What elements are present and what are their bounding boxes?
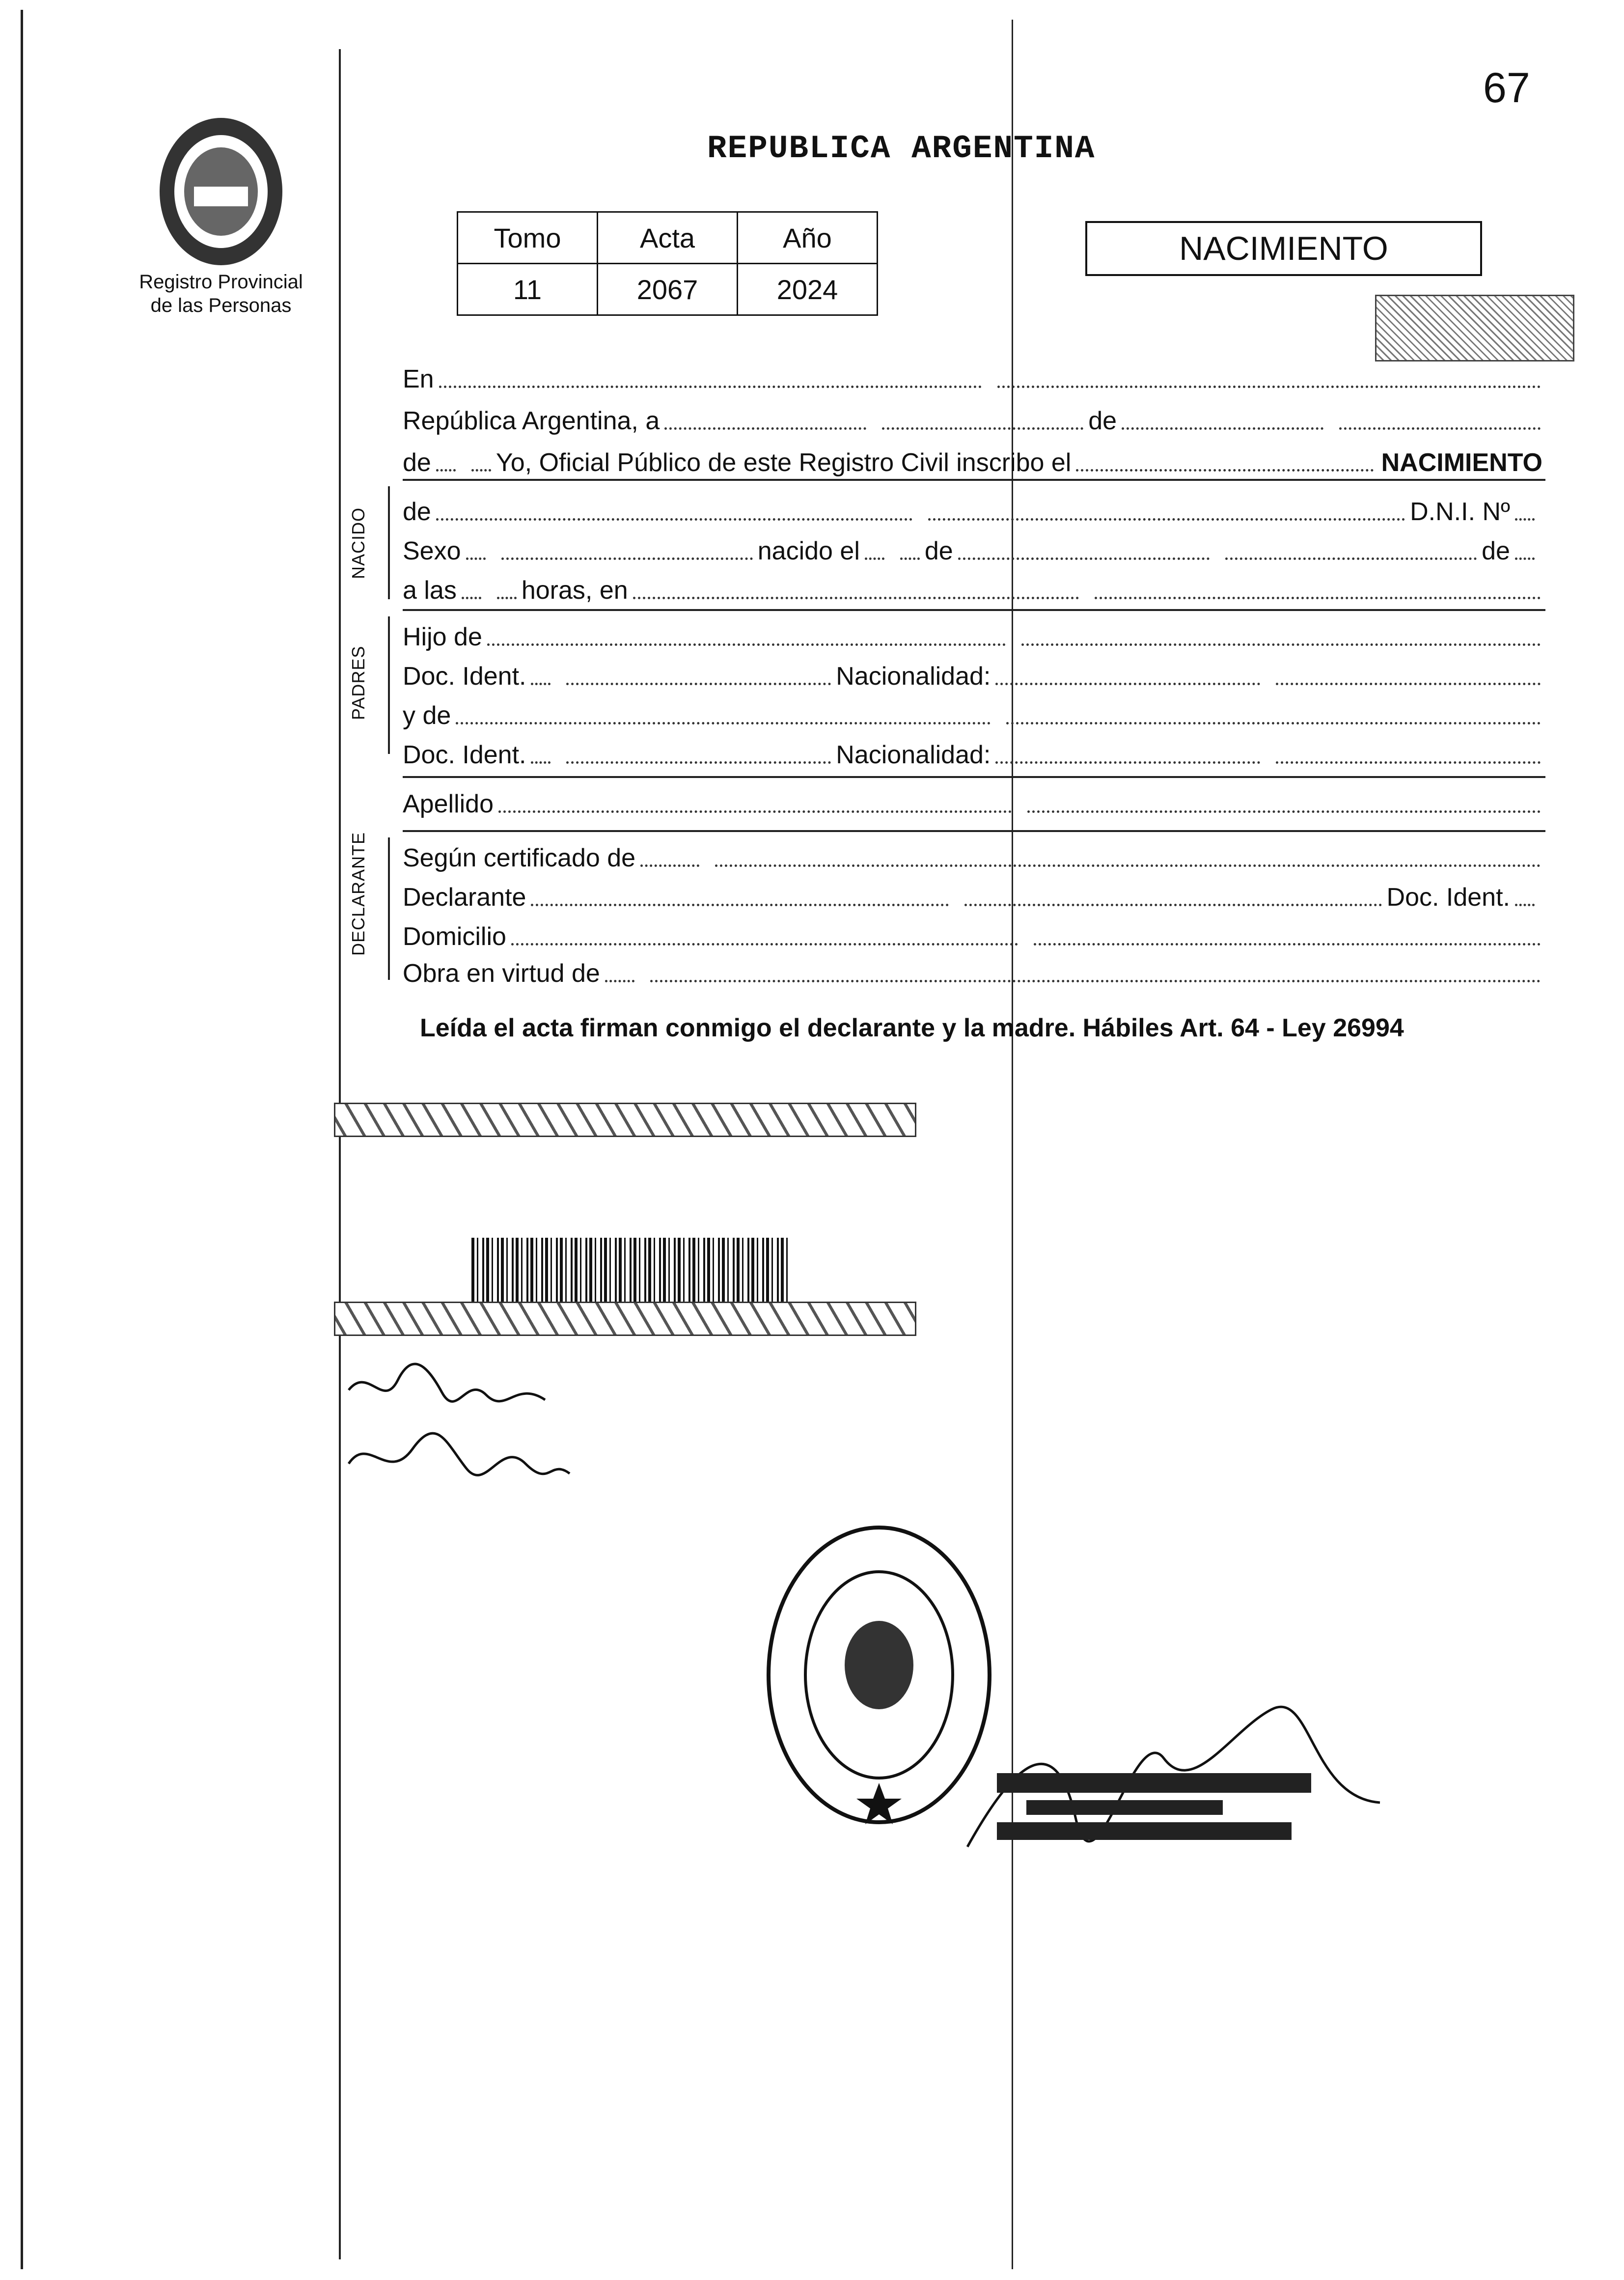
row-surname	[403, 783, 1545, 819]
handwritten-signature-2	[339, 1415, 584, 1493]
label-declarante-side: DECLARANTE	[348, 832, 368, 956]
page-number: 67	[1483, 64, 1530, 111]
label-doc-ident: Doc. Ident.	[403, 662, 526, 691]
section-rule-2	[403, 609, 1545, 611]
dots	[456, 722, 990, 724]
dots	[1076, 469, 1373, 472]
dots	[640, 864, 699, 867]
nacido-bar	[388, 486, 390, 599]
dots	[605, 980, 634, 982]
header-tomo: Tomo	[458, 212, 598, 264]
dots	[436, 518, 913, 521]
label-declarante: Declarante	[403, 883, 526, 912]
registry-value-row	[458, 264, 878, 315]
value-acta: 2067	[598, 264, 738, 315]
dots	[664, 427, 866, 430]
row-domicilio	[403, 916, 1545, 951]
label-nacionalidad-2: Nacionalidad:	[836, 741, 991, 769]
row-declarante	[403, 877, 1545, 912]
dots	[997, 386, 1541, 388]
dots	[1515, 904, 1535, 906]
value-tomo: 11	[458, 264, 598, 315]
dots	[1006, 722, 1541, 724]
row-place	[403, 359, 1545, 394]
legal-statement: Leída el acta firman conmigo el declarante y la madre. Hábiles Art. 64 - Ley 26994	[420, 1014, 1404, 1042]
dots	[715, 864, 1541, 867]
dots	[633, 597, 1079, 599]
dots	[466, 557, 486, 560]
dots	[1515, 557, 1535, 560]
label-a-las: a las	[403, 576, 457, 605]
label-nacionalidad: Nacionalidad:	[836, 662, 991, 691]
header-acta: Acta	[598, 212, 738, 264]
label-dni: D.N.I. Nº	[1410, 498, 1511, 526]
dots	[436, 469, 456, 472]
label-doc-ident-3: Doc. Ident.	[1386, 883, 1510, 912]
label-de-year2: de	[1482, 537, 1510, 565]
label-horas: horas, en	[521, 576, 628, 605]
row-time-place	[403, 570, 1545, 605]
dots	[900, 557, 920, 560]
section-rule-3	[403, 776, 1545, 778]
security-hologram	[1375, 295, 1574, 361]
dots	[958, 557, 1210, 560]
dots	[566, 761, 831, 764]
label-apellido: Apellido	[403, 790, 494, 818]
row-father-doc	[403, 656, 1545, 691]
dots	[1225, 557, 1477, 560]
section-rule-4	[403, 830, 1545, 832]
dots	[1339, 427, 1541, 430]
label-certificado: Según certificado de	[403, 844, 636, 872]
dots	[531, 904, 948, 906]
dots	[1095, 597, 1541, 599]
record-type-box	[1085, 221, 1482, 276]
label-de-year: de	[403, 448, 431, 477]
dots	[566, 683, 831, 685]
label-doc-ident-2: Doc. Ident.	[403, 741, 526, 769]
section-rule-1	[403, 479, 1545, 481]
registry-table	[457, 211, 878, 316]
row-mother-doc	[403, 734, 1545, 770]
label-de: de	[1088, 407, 1117, 435]
dots	[487, 643, 1006, 646]
dots	[1515, 518, 1535, 521]
agency-line-1: Registro Provincial	[139, 271, 303, 293]
dots	[531, 683, 551, 685]
agency-name	[128, 270, 314, 317]
dots	[501, 557, 753, 560]
row-father	[403, 616, 1545, 652]
dots	[1276, 683, 1541, 685]
security-band-top	[334, 1103, 916, 1137]
dots	[531, 761, 551, 764]
registry-header-row	[458, 212, 878, 264]
label-de-month: de	[924, 537, 953, 565]
official-signature	[958, 1699, 1400, 1886]
label-de-child: de	[403, 498, 431, 526]
dots	[498, 810, 1012, 813]
country-title: REPUBLICA ARGENTINA	[707, 130, 1096, 167]
dots	[865, 557, 884, 560]
label-yo-oficial: Yo, Oficial Público de este Registro Civil inscribo el	[495, 448, 1072, 477]
dots	[462, 597, 481, 599]
left-margin-line	[21, 10, 23, 2269]
dots	[995, 683, 1260, 685]
label-republica: República Argentina, a	[403, 407, 660, 435]
dots	[650, 980, 1541, 982]
declarante-bar	[388, 837, 390, 980]
record-type: NACIMIENTO	[1179, 230, 1388, 267]
dots	[471, 469, 491, 472]
value-anio: 2024	[738, 264, 878, 315]
dots	[1276, 761, 1541, 764]
label-domicilio: Domicilio	[403, 922, 506, 951]
row-official	[403, 442, 1545, 477]
label-nacido-el: nacido el	[757, 537, 860, 565]
label-nacido: NACIDO	[348, 507, 368, 580]
dots	[439, 386, 982, 388]
fold-line	[1012, 20, 1013, 2269]
dots	[964, 904, 1382, 906]
value-inscribo: NACIMIENTO	[1381, 448, 1542, 477]
padres-bar	[388, 616, 390, 754]
dots	[497, 597, 517, 599]
label-sexo: Sexo	[403, 537, 461, 565]
dots	[1021, 643, 1541, 646]
dots	[1122, 427, 1323, 430]
label-y-de: y de	[403, 701, 451, 730]
dots	[1027, 810, 1541, 813]
label-obra: Obra en virtud de	[403, 959, 600, 988]
row-mother	[403, 695, 1545, 730]
agency-line-2: de las Personas	[150, 295, 292, 316]
label-padres: PADRES	[348, 645, 368, 720]
dots	[1034, 943, 1541, 945]
security-band-bottom	[334, 1302, 916, 1336]
dots	[995, 761, 1260, 764]
handwritten-signature-1	[339, 1346, 560, 1419]
province-logo	[147, 108, 295, 270]
row-date	[403, 400, 1545, 436]
form-border-line	[339, 49, 341, 2259]
label-hijo-de: Hijo de	[403, 623, 482, 651]
row-sex-birth	[403, 530, 1545, 566]
dots	[882, 427, 1083, 430]
dots	[928, 518, 1405, 521]
row-obra	[403, 953, 1545, 988]
dots	[511, 943, 1018, 945]
row-certificado	[403, 837, 1545, 873]
label-en: En	[403, 365, 434, 393]
header-anio: Año	[738, 212, 878, 264]
row-child-name	[403, 491, 1545, 527]
